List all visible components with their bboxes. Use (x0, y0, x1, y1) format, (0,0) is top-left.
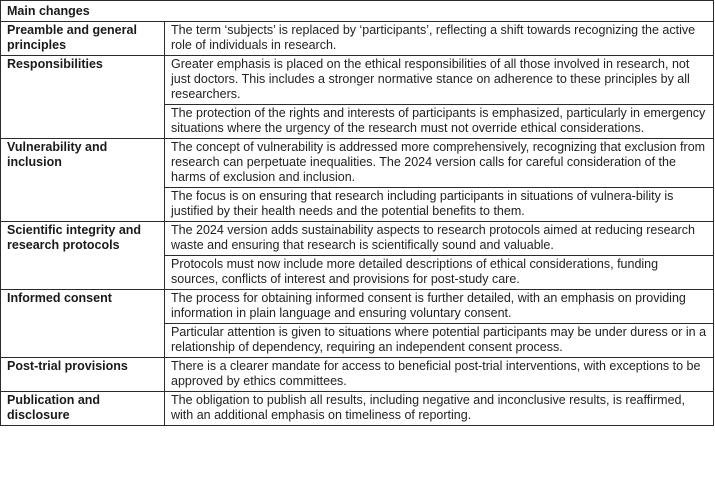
topic-cell: Post-trial provisions (1, 358, 165, 392)
topic-cell: Scientific integrity and research protocols (1, 222, 165, 290)
description-cell: There is a clearer mandate for access to beneficial post-trial interventions, with exceptions to be approved by ethics committees. (165, 358, 714, 392)
table-header-row (1, 1, 714, 22)
description-cell: Protocols must now include more detailed descriptions of ethical considerations, funding sources, conflicts of interest and provisions for post-study care. (165, 256, 714, 290)
topic-cell: Responsibilities (1, 56, 165, 139)
table-title: Main changes (1, 1, 714, 22)
topic-cell: Vulnerability and inclusion (1, 139, 165, 222)
table-row (1, 22, 714, 56)
description-cell: The protection of the rights and interests of participants is emphasized, particularly in emergency situations where the urgency of the research must not override ethical considerations. (165, 105, 714, 139)
description-cell: The process for obtaining informed consent is further detailed, with an emphasis on providing information in plain language and ensuring voluntary consent. (165, 290, 714, 324)
topic-cell: Informed consent (1, 290, 165, 358)
table-row (1, 222, 714, 256)
table-row (1, 56, 714, 105)
topic-cell: Preamble and general principles (1, 22, 165, 56)
description-cell: The obligation to publish all results, including negative and inconclusive results, is reaffirmed, with an additional emphasis on timeliness of reporting. (165, 392, 714, 426)
description-cell: The 2024 version adds sustainability aspects to research protocols aimed at reducing research waste and ensuring that research is scientifically sound and valuable. (165, 222, 714, 256)
description-cell: The focus is on ensuring that research including participants in situations of vulnera-bility is justified by their health needs and the potential benefits to them. (165, 188, 714, 222)
description-cell: The concept of vulnerability is addressed more comprehensively, recognizing that exclusion from research can perpetuate inequalities. The 2024 version calls for careful consideration of the harms of exclusion and inclusion. (165, 139, 714, 188)
topic-cell: Publication and disclosure (1, 392, 165, 426)
description-cell: Greater emphasis is placed on the ethical responsibilities of all those involved in research, not just doctors. This includes a stronger normative stance on adherence to these principles by all researchers. (165, 56, 714, 105)
description-cell: The term ‘subjects’ is replaced by ‘participants’, reflecting a shift towards recognizing the active role of individuals in research. (165, 22, 714, 56)
table-row (1, 358, 714, 392)
table-row (1, 392, 714, 426)
table-row (1, 139, 714, 188)
table-row (1, 290, 714, 324)
description-cell: Particular attention is given to situations where potential participants may be under duress or in a relationship of dependency, requiring an independent consent process. (165, 324, 714, 358)
